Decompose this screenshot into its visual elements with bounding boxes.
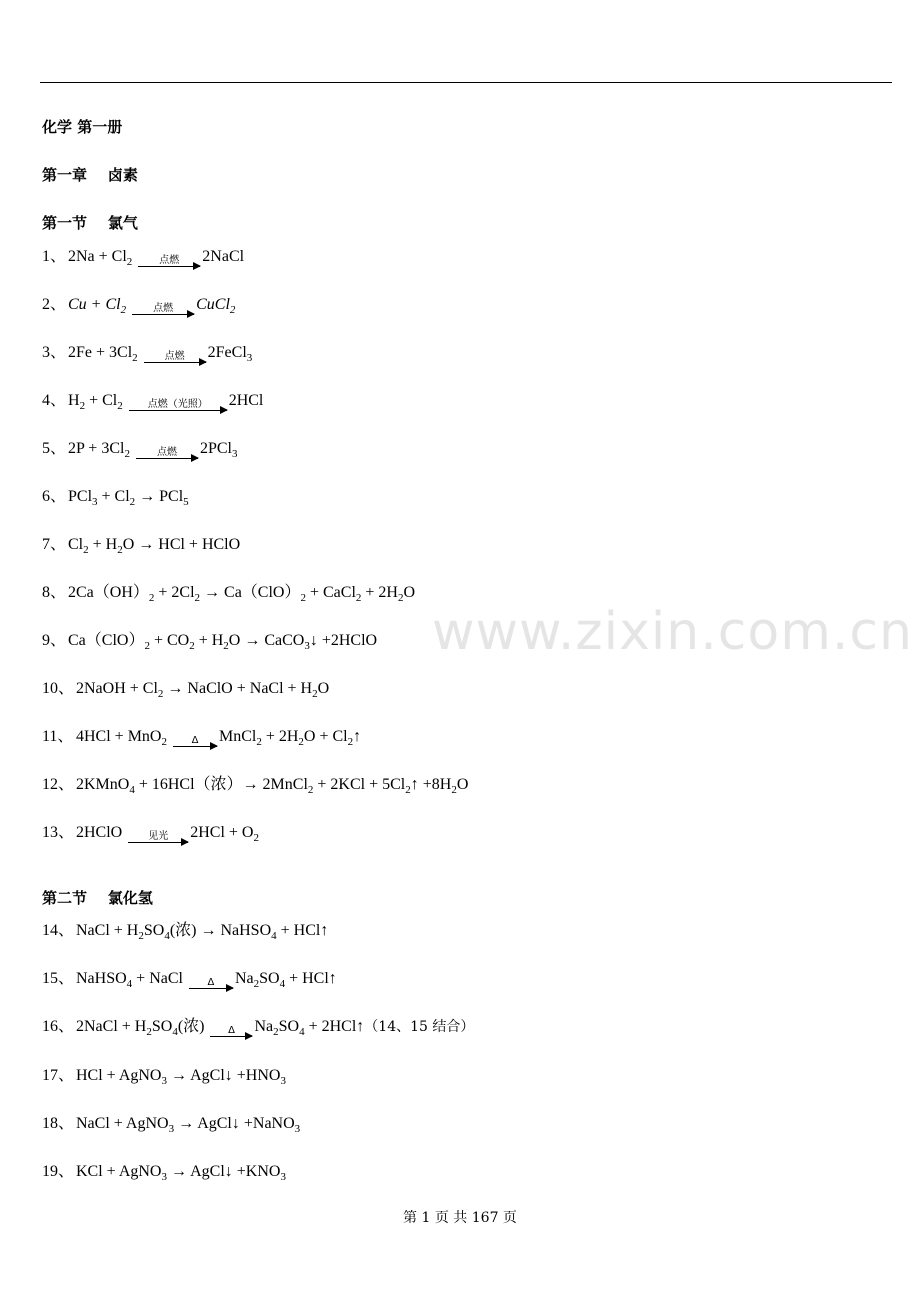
reaction-arrow: 点燃 [138,256,200,267]
equation-13: 13、 2HClO 见光 $2HCl + O_2$ [42,824,259,844]
equation-8: 8、 $2Ca(OH)_2 + 2Cl_2 \to Ca(ClO)_2$ + CaCl$_2$ + $2H_2O$ [42,584,416,604]
equation-17: 17、 HCl + AgNO$_3$ → AgCl↓ $+HNO_3$ [42,1067,286,1087]
equation-12: 12、 2KMnO$_4$ + 16HCl（浓）→ 2MnCl$_2$ + $2KCl + 5Cl_2↑ +8H_2O$ [42,776,469,796]
header-rule [40,82,892,83]
equation-19: 19、 KCl + AgNO$_3$ → AgCl↓ $+KNO_3$ [42,1163,286,1183]
reaction-arrow: 点燃 [144,352,206,363]
equation-7: 7、 $Cl_2 + H_2O$ → HCl + HClO [42,536,241,556]
equation-4: 4、 $H_2 + Cl_2$ 点燃（光照） 2HCl [42,392,264,412]
reaction-arrow: Δ [189,978,233,989]
equation-11: 11、 4HCl + MnO$_2$ Δ MnCl$_2$ + $2H_2O$ + $Cl_2↑$ [42,728,362,748]
reaction-arrow: Δ [210,1026,252,1037]
equation-16: 16、 2NaCl + $H_2SO_4$(浓) Δ $Na_2SO_4$ + 2HCl↑（14、15 结合） [42,1018,475,1038]
section-title-chlorine: 第一节 氯气 [42,214,138,232]
equation-2: 2、 $Cu + Cl_2$ 点燃 CuCl$_2$ [42,296,236,316]
equation-3: 3、 $2Fe + 3Cl_2$ 点燃 2FeCl$_3$ [42,344,253,364]
reaction-arrow: 点燃（光照） [129,400,227,411]
equation-1: 1、 $2Na + Cl_2$ 点燃 2NaCl [42,248,245,268]
watermark: www.zixin.com.cn [432,602,913,662]
equation-note: （14、15 结合） [364,1019,475,1035]
equation-5: 5、 $2P + 3Cl_2$ 点燃 2PCl$_3$ [42,440,238,460]
reaction-arrow: Δ [173,736,217,747]
reaction-arrow: 点燃 [136,448,198,459]
section-title-hydrogen-chloride: 第二节 氯化氢 [42,889,153,907]
equation-10: 10、 2NaOH + $Cl_2$ → NaClO + NaCl + $H_2O$ [42,680,330,700]
reaction-arrow: 见光 [128,832,188,843]
page-footer: 第 1 页 共 167 页 [403,1210,517,1226]
equation-6: 6、 $PCl_3 + Cl_2 \to PCl_5$ [42,488,189,508]
book-title: 化学 第一册 [42,118,123,136]
equation-9: 9、 $Ca(ClO)_2 + CO_2 + H_2O$ → CaCO$_3$↓ +2HClO [42,632,378,652]
chapter-title: 第一章 卤素 [42,166,138,184]
equation-14: 14、 NaCl + $H_2SO_4$(浓) → NaHSO$_4$ + HCl↑ [42,922,329,942]
reaction-arrow: 点燃 [132,304,194,315]
equation-18: 18、 NaCl + AgNO$_3$ → AgCl↓ +NaNO$_3$ [42,1115,301,1135]
equation-15: 15、 NaHSO$_4$ + NaCl Δ $Na_2SO_4$ + HCl↑ [42,970,337,990]
